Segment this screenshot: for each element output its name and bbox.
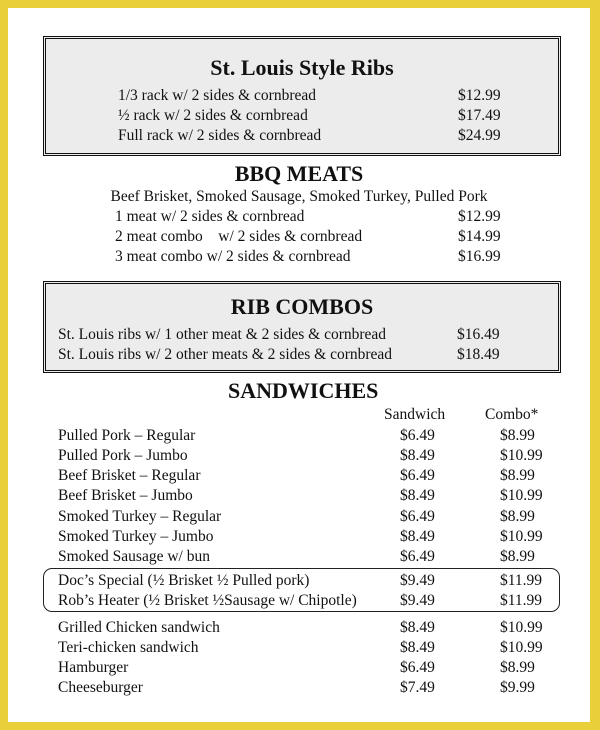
sandwich-item-name: Doc’s Special (½ Brisket ½ Pulled pork) — [58, 572, 310, 589]
sandwich-item-name: Beef Brisket – Jumbo — [58, 487, 193, 504]
bbq-item-price: $12.99 — [458, 208, 501, 225]
sandwiches-title: SANDWICHES — [228, 378, 379, 403]
combo-item-price: $18.49 — [457, 346, 500, 363]
ribs-item-name: ½ rack w/ 2 sides & cornbread — [118, 107, 308, 124]
sandwich-item-price: $6.49 — [400, 467, 435, 484]
combo-item-price: $8.99 — [500, 467, 535, 484]
sandwich-item-name: Pulled Pork – Regular — [58, 427, 196, 444]
combo-item-price: $8.99 — [500, 427, 535, 444]
menu-page — [8, 8, 590, 722]
bbq-item-name: 3 meat combo w/ 2 sides & cornbread — [115, 248, 351, 265]
sandwich-item-name: Hamburger — [58, 659, 129, 676]
sandwich-item-name: Grilled Chicken sandwich — [58, 619, 220, 636]
column-header-combo: Combo* — [485, 406, 539, 423]
ribs-item-name: Full rack w/ 2 sides & cornbread — [118, 127, 322, 144]
combo-item-name: St. Louis ribs w/ 2 other meats & 2 sides & cornbread — [58, 346, 393, 363]
sandwich-item-price: $6.49 — [400, 548, 435, 565]
ribs-section — [43, 36, 561, 156]
rib-combos-title: RIB COMBOS — [230, 294, 374, 319]
sandwich-item-price: $8.49 — [400, 639, 435, 656]
bbq-item-name: 2 meat combo w/ 2 sides & cornbread — [115, 228, 363, 245]
sandwich-item-price: $9.49 — [400, 572, 435, 589]
sandwich-item-name: Smoked Turkey – Regular — [58, 508, 222, 525]
combo-item-price: $11.99 — [500, 592, 543, 609]
combo-item-price: $10.99 — [500, 619, 543, 636]
combo-item-price: $8.99 — [500, 659, 535, 676]
sandwich-item-price: $7.49 — [400, 679, 435, 696]
combo-item-price: $10.99 — [500, 487, 543, 504]
sandwich-item-name: Cheeseburger — [58, 679, 143, 696]
sandwich-item-price: $8.49 — [400, 619, 435, 636]
bbq-title: BBQ MEATS — [234, 161, 364, 186]
bbq-item-price: $14.99 — [458, 228, 501, 245]
bbq-item-name: 1 meat w/ 2 sides & cornbread — [115, 208, 305, 225]
combo-item-price: $9.99 — [500, 679, 535, 696]
sandwich-item-price: $9.49 — [400, 592, 435, 609]
combo-item-price: $8.99 — [500, 548, 535, 565]
sandwich-item-name: Beef Brisket – Regular — [58, 467, 201, 484]
sandwich-item-name: Smoked Turkey – Jumbo — [58, 528, 214, 545]
sandwich-item-price: $6.49 — [400, 508, 435, 525]
sandwich-item-name: Teri-chicken sandwich — [58, 639, 199, 656]
sandwich-item-price: $6.49 — [400, 427, 435, 444]
combo-item-price: $8.99 — [500, 508, 535, 525]
sandwich-item-name: Rob’s Heater (½ Brisket ½Sausage w/ Chipotle) — [58, 592, 357, 609]
ribs-item-name: 1/3 rack w/ 2 sides & cornbread — [118, 87, 316, 104]
combo-item-price: $10.99 — [500, 528, 543, 545]
sandwich-item-price: $8.49 — [400, 447, 435, 464]
sandwich-item-price: $8.49 — [400, 487, 435, 504]
ribs-title: St. Louis Style Ribs — [210, 55, 394, 80]
sandwich-item-price: $6.49 — [400, 659, 435, 676]
column-header-sandwich: Sandwich — [384, 406, 446, 423]
sandwich-item-name: Pulled Pork – Jumbo — [58, 447, 188, 464]
ribs-item-price: $17.49 — [458, 107, 501, 124]
bbq-item-price: $16.99 — [458, 248, 501, 265]
sandwich-item-price: $8.49 — [400, 528, 435, 545]
ribs-item-price: $24.99 — [458, 127, 501, 144]
bbq-subtitle: Beef Brisket, Smoked Sausage, Smoked Turkey, Pulled Pork — [110, 188, 488, 205]
combo-item-price: $11.99 — [500, 572, 543, 589]
combo-item-price: $10.99 — [500, 447, 543, 464]
rib-combos-section — [43, 281, 561, 373]
sandwich-item-name: Smoked Sausage w/ bun — [58, 548, 210, 565]
ribs-item-price: $12.99 — [458, 87, 501, 104]
combo-item-name: St. Louis ribs w/ 1 other meat & 2 sides & cornbread — [58, 326, 387, 343]
combo-item-price: $16.49 — [457, 326, 500, 343]
combo-item-price: $10.99 — [500, 639, 543, 656]
